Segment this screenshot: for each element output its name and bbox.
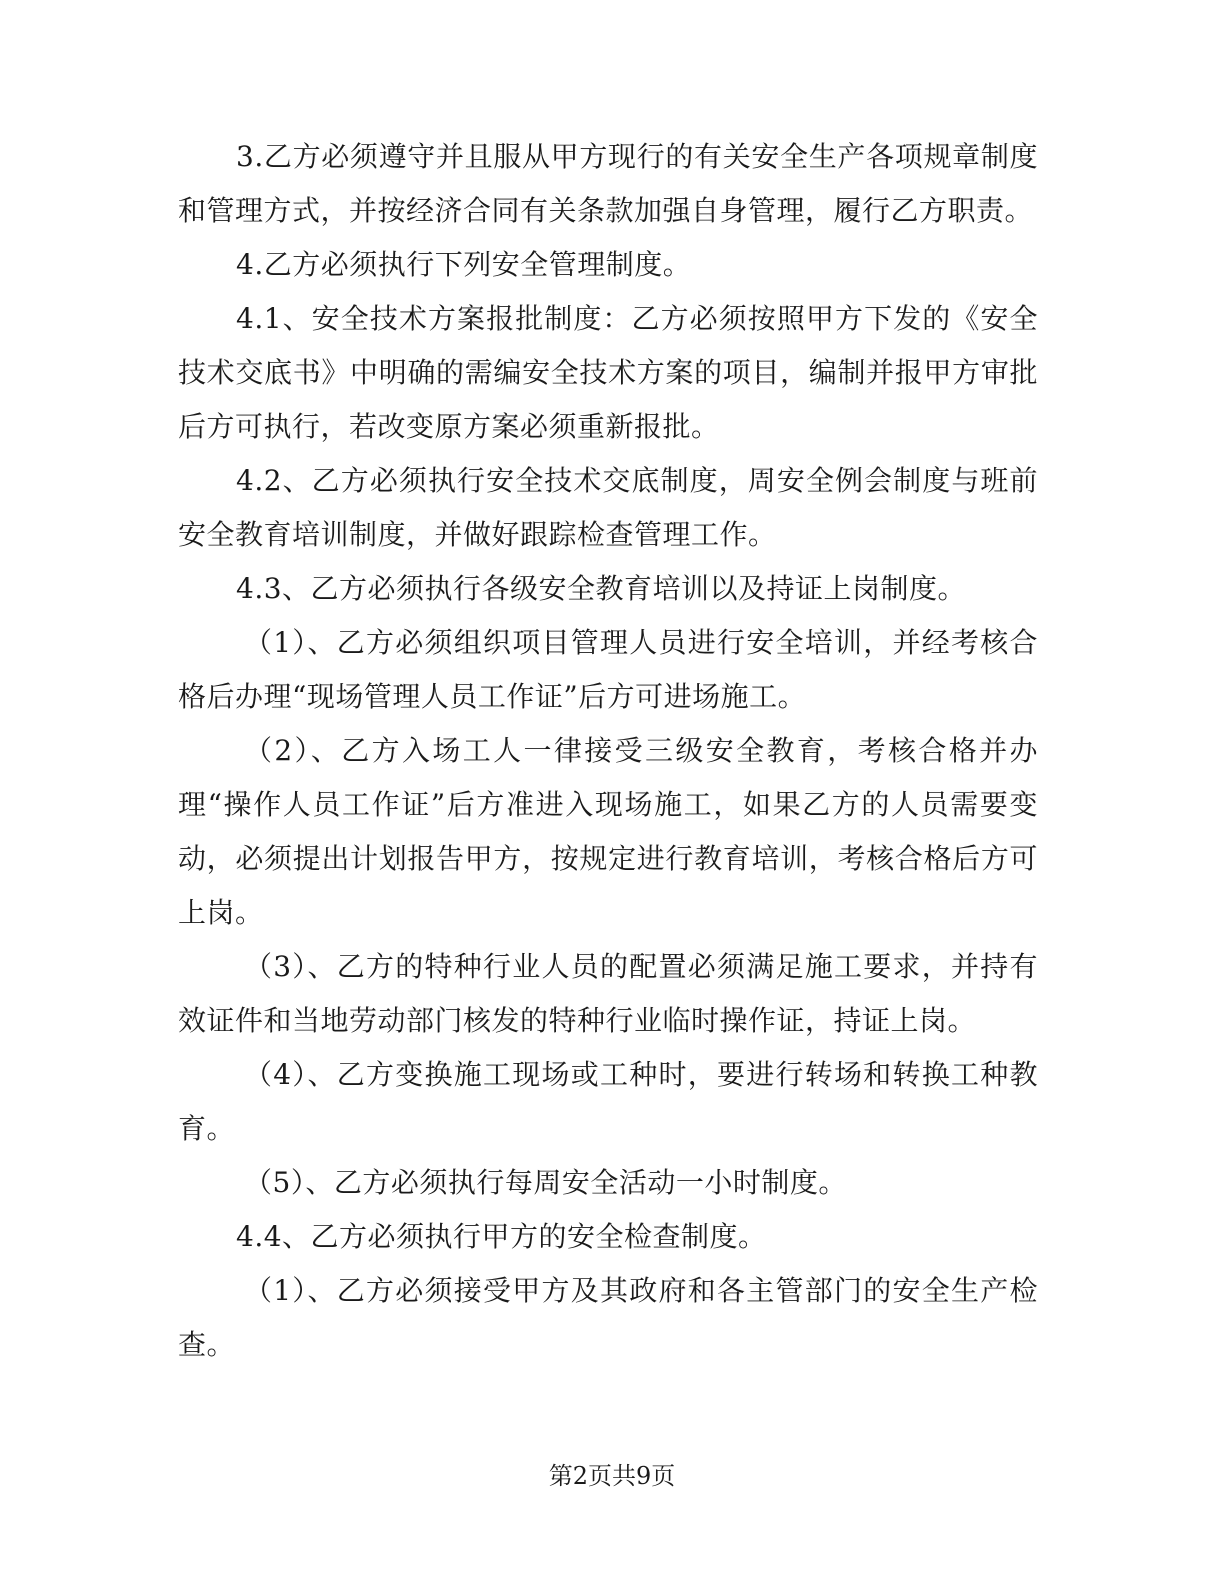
- page-number: 第2页共9页: [548, 1462, 676, 1490]
- paragraph-clause-4-1: 4.1、安全技术方案报批制度：乙方必须按照甲方下发的《安全技术交底书》中明确的需编安全技术方案的项目，编制并报甲方审批后方可执行，若改变原方案必须重新报批。: [178, 302, 1038, 443]
- paragraph-item-4: （4）、乙方变换施工现场或工种时，要进行转场和转换工种教育。: [178, 1058, 1038, 1145]
- paragraph-item-1: （1）、乙方必须组织项目管理人员进行安全培训，并经考核合格后办理“现场管理人员工作证”后方可进场施工。: [178, 626, 1038, 713]
- paragraph-clause-4-3: 4.3、乙方必须执行各级安全教育培训以及持证上岗制度。: [236, 572, 967, 605]
- document-body: [178, 130, 1038, 1372]
- paragraph-item-4-4-1: （1）、乙方必须接受甲方及其政府和各主管部门的安全生产检查。: [178, 1274, 1038, 1361]
- paragraph-clause-4-4: 4.4、乙方必须执行甲方的安全检查制度。: [236, 1220, 767, 1253]
- paragraph-item-2: （2）、乙方入场工人一律接受三级安全教育，考核合格并办理“操作人员工作证”后方准进入现场施工，如果乙方的人员需要变动，必须提出计划报告甲方，按规定进行教育培训，考核合格后方可上岗。: [178, 734, 1038, 929]
- paragraph-clause-4: 4.乙方必须执行下列安全管理制度。: [236, 248, 692, 281]
- paragraph-item-3: （3）、乙方的特种行业人员的配置必须满足施工要求，并持有效证件和当地劳动部门核发的特种行业临时操作证，持证上岗。: [178, 950, 1038, 1037]
- paragraph-item-5: （5）、乙方必须执行每周安全活动一小时制度。: [244, 1166, 847, 1199]
- paragraph-clause-3: 3.乙方必须遵守并且服从甲方现行的有关安全生产各项规章制度和管理方式，并按经济合同有关条款加强自身管理，履行乙方职责。: [178, 140, 1038, 227]
- paragraph-clause-4-2: 4.2、乙方必须执行安全技术交底制度，周安全例会制度与班前安全教育培训制度，并做好跟踪检查管理工作。: [178, 464, 1038, 551]
